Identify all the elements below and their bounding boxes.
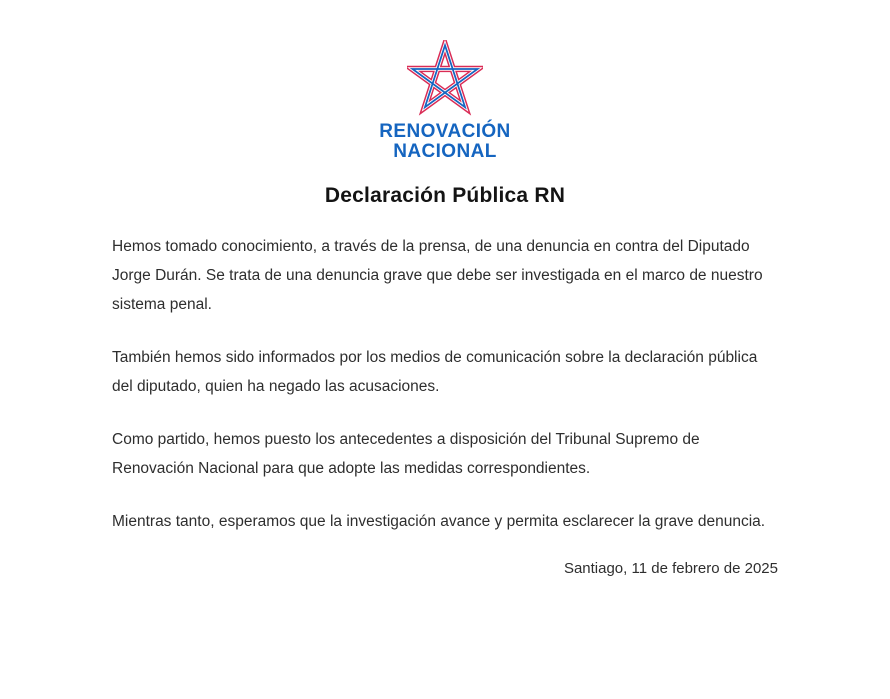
paragraph-3: Como partido, hemos puesto los antecedentes a disposición del Tribunal Supremo de Renovación Nacional para que adopte las medidas correspondientes. [112,431,700,477]
statement-title: Declaración Pública RN [324,184,566,207]
paragraph-1: Hemos tomado conocimiento, a través de la prensa, de una denuncia en contra del Diputado Jorge Durán. Se trata de una denuncia grave que debe ser investigada en el marco de nuestro sistema penal. [112,238,763,313]
paragraph-2: También hemos sido informados por los medios de comunicación sobre la declaración pública del diputado, quien ha negado las acusaciones. [112,349,758,395]
paragraph-4: Mientras tanto, esperamos que la investigación avance y permita esclarecer la grave denuncia. [112,513,766,530]
rn-wordmark [112,122,778,162]
dateline: Santiago, 11 de febrero de 2025 [563,560,778,577]
statement-content [112,0,778,577]
statement-body [112,232,778,536]
rn-logo [112,40,778,162]
rn-star-icon [407,40,483,116]
rn-wordmark-line2: NACIONAL [393,141,497,162]
rn-wordmark-line1: RENOVACIÓN [379,121,511,142]
